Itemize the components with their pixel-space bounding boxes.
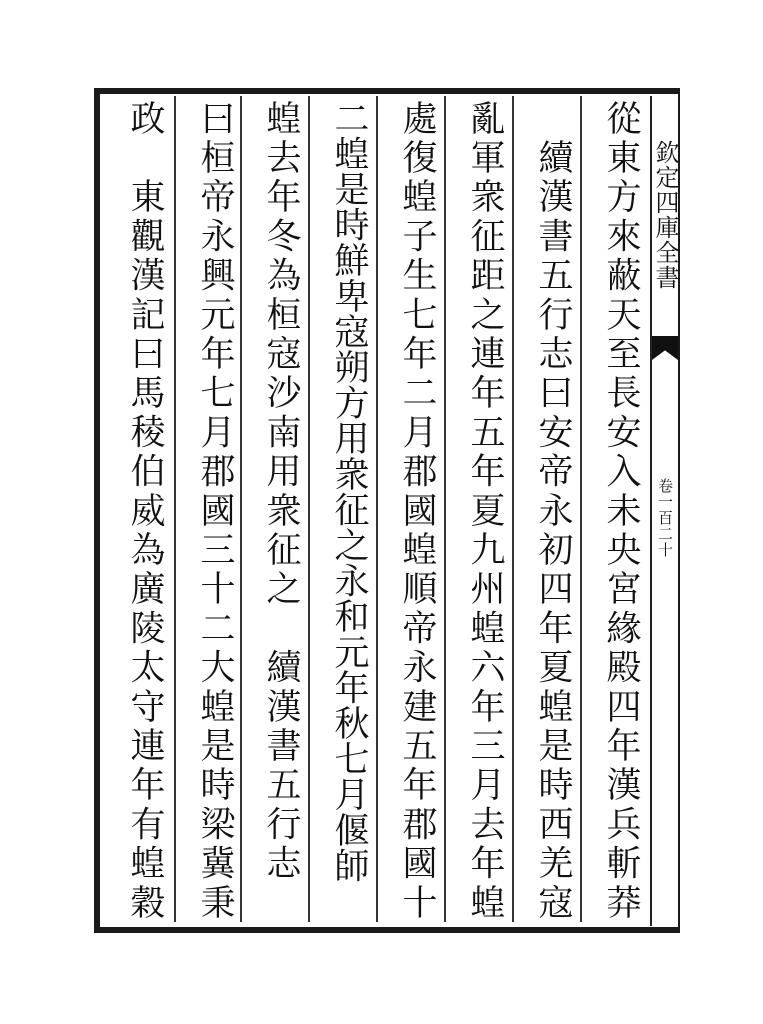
column-rule [444,96,446,922]
text-column-6: 蝗去年冬為桓寇沙南用衆征之 續漢書五行志 [261,100,301,884]
text-column-2: 續漢書五行志曰安帝永初四年夏蝗是時西羌寇 [533,100,573,924]
book-title: 欽定四庫全書 [651,140,679,290]
column-rule [174,96,176,922]
text-column-1: 從東方來蔽天至長安入未央宮緣殿四年漢兵斬莽 [601,100,641,924]
text-column-7: 曰桓帝永興元年七月郡國三十二大蝗是時梁冀秉 [195,100,235,924]
column-rule [376,96,378,922]
page-border [94,88,680,933]
column-rule [308,96,310,922]
text-column-8: 政 東觀漢記曰馬稜伯威為廣陵太守連年有蝗穀 [125,100,165,924]
column-rule [512,96,514,922]
text-column-3: 亂軍衆征距之連年五年夏九州蝗六年三月去年蝗 [465,100,505,924]
text-column-5: 二蝗是時鮮卑寇朔方用衆征之永和元年秋七月偃師 [329,100,369,884]
column-rule [580,96,582,922]
column-rule [240,96,242,922]
juan-number: 卷一百二十 [656,478,674,558]
text-column-4: 處復蝗子生七年二月郡國蝗順帝永建五年郡國十 [397,100,437,924]
